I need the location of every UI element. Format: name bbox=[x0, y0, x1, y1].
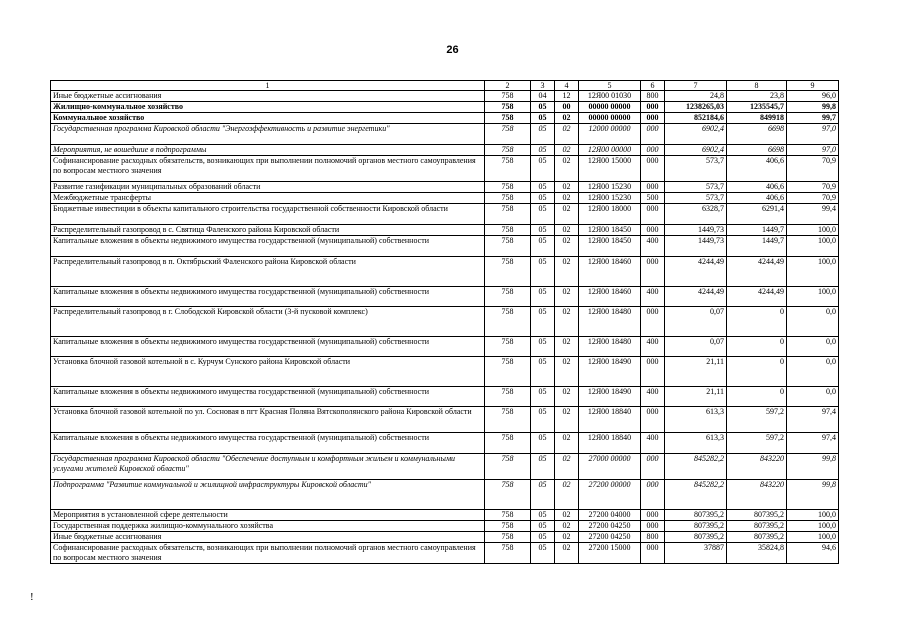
page-number: 26 bbox=[446, 44, 459, 56]
percent-cell: 94,6 bbox=[787, 543, 839, 564]
percent-cell: 100,0 bbox=[787, 257, 839, 287]
planned-amount-cell: 21,11 bbox=[665, 387, 727, 407]
admin-code-cell: 758 bbox=[485, 225, 531, 236]
percent-cell: 0,0 bbox=[787, 357, 839, 387]
percent-cell: 97,4 bbox=[787, 433, 839, 454]
table-row bbox=[51, 113, 839, 124]
expense-type-cell: 000 bbox=[641, 204, 665, 225]
planned-amount-cell: 807395,2 bbox=[665, 521, 727, 532]
subsection-cell: 02 bbox=[555, 236, 579, 257]
planned-amount-cell: 1238265,03 bbox=[665, 102, 727, 113]
subsection-cell: 02 bbox=[555, 257, 579, 287]
column-header: 4 bbox=[555, 81, 579, 91]
admin-code-cell: 758 bbox=[485, 510, 531, 521]
row-name-cell: Капитальные вложения в объекты недвижимого имущества государственной (муниципальной) собственности bbox=[51, 236, 485, 257]
planned-amount-cell: 24,8 bbox=[665, 91, 727, 102]
row-name-cell: Иные бюджетные ассигнования bbox=[51, 532, 485, 543]
section-cell: 05 bbox=[531, 407, 555, 433]
table-row bbox=[51, 225, 839, 236]
admin-code-cell: 758 bbox=[485, 257, 531, 287]
actual-amount-cell: 0 bbox=[727, 357, 787, 387]
target-article-cell: 00000 00000 bbox=[579, 113, 641, 124]
table-row bbox=[51, 145, 839, 156]
actual-amount-cell: 597,2 bbox=[727, 407, 787, 433]
planned-amount-cell: 4244,49 bbox=[665, 287, 727, 307]
section-cell: 05 bbox=[531, 357, 555, 387]
section-cell: 05 bbox=[531, 543, 555, 564]
table-row bbox=[51, 287, 839, 307]
section-cell: 05 bbox=[531, 521, 555, 532]
percent-cell: 100,0 bbox=[787, 236, 839, 257]
planned-amount-cell: 845282,2 bbox=[665, 454, 727, 480]
subsection-cell: 02 bbox=[555, 357, 579, 387]
percent-cell: 100,0 bbox=[787, 287, 839, 307]
planned-amount-cell: 807395,2 bbox=[665, 510, 727, 521]
row-name-cell: Установка блочной газовой котельной в с. Курчум Сунского района Кировской области bbox=[51, 357, 485, 387]
actual-amount-cell: 4244,49 bbox=[727, 257, 787, 287]
expense-type-cell: 000 bbox=[641, 225, 665, 236]
section-cell: 05 bbox=[531, 454, 555, 480]
expense-type-cell: 000 bbox=[641, 124, 665, 145]
subsection-cell: 02 bbox=[555, 480, 579, 510]
target-article-cell: 12Я00 18840 bbox=[579, 433, 641, 454]
section-cell: 05 bbox=[531, 145, 555, 156]
section-cell: 05 bbox=[531, 156, 555, 182]
planned-amount-cell: 0,07 bbox=[665, 337, 727, 357]
table-row bbox=[51, 433, 839, 454]
section-cell: 05 bbox=[531, 532, 555, 543]
column-header: 7 bbox=[665, 81, 727, 91]
admin-code-cell: 758 bbox=[485, 102, 531, 113]
actual-amount-cell: 23,8 bbox=[727, 91, 787, 102]
subsection-cell: 02 bbox=[555, 156, 579, 182]
row-name-cell: Капитальные вложения в объекты недвижимого имущества государственной (муниципальной) собственности bbox=[51, 387, 485, 407]
target-article-cell: 27000 00000 bbox=[579, 454, 641, 480]
planned-amount-cell: 6902,4 bbox=[665, 124, 727, 145]
section-cell: 05 bbox=[531, 204, 555, 225]
section-cell: 05 bbox=[531, 287, 555, 307]
subsection-cell: 02 bbox=[555, 145, 579, 156]
planned-amount-cell: 1449,73 bbox=[665, 236, 727, 257]
admin-code-cell: 758 bbox=[485, 287, 531, 307]
table-row bbox=[51, 387, 839, 407]
row-name-cell: Софинансирование расходных обязательств, возникающих при выполнении полномочий органов местного самоуправления по вопросам местного значения bbox=[51, 156, 485, 182]
table-row bbox=[51, 204, 839, 225]
percent-cell: 100,0 bbox=[787, 510, 839, 521]
admin-code-cell: 758 bbox=[485, 182, 531, 193]
table-row bbox=[51, 257, 839, 287]
table-row bbox=[51, 193, 839, 204]
percent-cell: 97,0 bbox=[787, 145, 839, 156]
subsection-cell: 02 bbox=[555, 113, 579, 124]
target-article-cell: 12Я00 18450 bbox=[579, 236, 641, 257]
planned-amount-cell: 613,3 bbox=[665, 407, 727, 433]
subsection-cell: 00 bbox=[555, 102, 579, 113]
target-article-cell: 27200 04250 bbox=[579, 532, 641, 543]
percent-cell: 0,0 bbox=[787, 387, 839, 407]
row-name-cell: Государственная поддержка жилищно-коммунального хозяйства bbox=[51, 521, 485, 532]
admin-code-cell: 758 bbox=[485, 193, 531, 204]
row-name-cell: Мероприятия в установленной сфере деятельности bbox=[51, 510, 485, 521]
admin-code-cell: 758 bbox=[485, 407, 531, 433]
row-name-cell: Установка блочной газовой котельной по ул. Сосновая в пгт Красная Поляна Вятскополянского района Кировской области bbox=[51, 407, 485, 433]
section-cell: 04 bbox=[531, 91, 555, 102]
target-article-cell: 27200 04250 bbox=[579, 521, 641, 532]
section-cell: 05 bbox=[531, 102, 555, 113]
row-name-cell: Капитальные вложения в объекты недвижимого имущества государственной (муниципальной) собственности bbox=[51, 433, 485, 454]
expense-type-cell: 000 bbox=[641, 543, 665, 564]
expense-type-cell: 000 bbox=[641, 510, 665, 521]
admin-code-cell: 758 bbox=[485, 521, 531, 532]
subsection-cell: 02 bbox=[555, 521, 579, 532]
table-row bbox=[51, 182, 839, 193]
planned-amount-cell: 21,11 bbox=[665, 357, 727, 387]
actual-amount-cell: 807395,2 bbox=[727, 521, 787, 532]
target-article-cell: 12Я00 18480 bbox=[579, 337, 641, 357]
expense-type-cell: 000 bbox=[641, 156, 665, 182]
planned-amount-cell: 0,07 bbox=[665, 307, 727, 337]
section-cell: 05 bbox=[531, 480, 555, 510]
subsection-cell: 02 bbox=[555, 225, 579, 236]
actual-amount-cell: 843220 bbox=[727, 480, 787, 510]
admin-code-cell: 758 bbox=[485, 91, 531, 102]
actual-amount-cell: 807395,2 bbox=[727, 510, 787, 521]
row-name-cell: Бюджетные инвестиции в объекты капитального строительства государственной собственности Кировской области bbox=[51, 204, 485, 225]
section-cell: 05 bbox=[531, 225, 555, 236]
actual-amount-cell: 6698 bbox=[727, 124, 787, 145]
admin-code-cell: 758 bbox=[485, 307, 531, 337]
section-cell: 05 bbox=[531, 433, 555, 454]
expense-type-cell: 000 bbox=[641, 102, 665, 113]
actual-amount-cell: 6291,4 bbox=[727, 204, 787, 225]
expense-type-cell: 400 bbox=[641, 387, 665, 407]
admin-code-cell: 758 bbox=[485, 113, 531, 124]
expense-type-cell: 400 bbox=[641, 287, 665, 307]
subsection-cell: 02 bbox=[555, 510, 579, 521]
table-row bbox=[51, 102, 839, 113]
table-row bbox=[51, 521, 839, 532]
row-name-cell: Капитальные вложения в объекты недвижимого имущества государственной (муниципальной) собственности bbox=[51, 287, 485, 307]
budget-table bbox=[50, 80, 839, 564]
subsection-cell: 02 bbox=[555, 287, 579, 307]
target-article-cell: 12Я00 18460 bbox=[579, 257, 641, 287]
row-name-cell: Капитальные вложения в объекты недвижимого имущества государственной (муниципальной) собственности bbox=[51, 337, 485, 357]
table-row bbox=[51, 91, 839, 102]
actual-amount-cell: 807395,2 bbox=[727, 532, 787, 543]
row-name-cell: Распределительный газопровод в г. Слободской Кировской области (3-й пусковой комплекс) bbox=[51, 307, 485, 337]
expense-type-cell: 000 bbox=[641, 182, 665, 193]
admin-code-cell: 758 bbox=[485, 156, 531, 182]
expense-type-cell: 400 bbox=[641, 236, 665, 257]
target-article-cell: 12Я00 15230 bbox=[579, 193, 641, 204]
subsection-cell: 02 bbox=[555, 182, 579, 193]
column-header: 5 bbox=[579, 81, 641, 91]
table-row bbox=[51, 543, 839, 564]
admin-code-cell: 758 bbox=[485, 204, 531, 225]
admin-code-cell: 758 bbox=[485, 433, 531, 454]
subsection-cell: 02 bbox=[555, 407, 579, 433]
planned-amount-cell: 4244,49 bbox=[665, 257, 727, 287]
target-article-cell: 27200 00000 bbox=[579, 480, 641, 510]
target-article-cell: 12Я00 00000 bbox=[579, 145, 641, 156]
table-row bbox=[51, 510, 839, 521]
table-row bbox=[51, 454, 839, 480]
budget-table-body bbox=[51, 81, 839, 564]
percent-cell: 70,9 bbox=[787, 182, 839, 193]
percent-cell: 100,0 bbox=[787, 532, 839, 543]
actual-amount-cell: 0 bbox=[727, 387, 787, 407]
table-row bbox=[51, 124, 839, 145]
actual-amount-cell: 0 bbox=[727, 337, 787, 357]
target-article-cell: 12Я00 18000 bbox=[579, 204, 641, 225]
table-row bbox=[51, 236, 839, 257]
planned-amount-cell: 573,7 bbox=[665, 193, 727, 204]
actual-amount-cell: 406,6 bbox=[727, 156, 787, 182]
percent-cell: 99,8 bbox=[787, 480, 839, 510]
column-header: 2 bbox=[485, 81, 531, 91]
planned-amount-cell: 37887 bbox=[665, 543, 727, 564]
table-row bbox=[51, 407, 839, 433]
target-article-cell: 12Я00 01030 bbox=[579, 91, 641, 102]
percent-cell: 100,0 bbox=[787, 521, 839, 532]
percent-cell: 99,8 bbox=[787, 102, 839, 113]
row-name-cell: Софинансирование расходных обязательств, возникающих при выполнении полномочий органов местного самоуправления по вопросам местного значения bbox=[51, 543, 485, 564]
admin-code-cell: 758 bbox=[485, 145, 531, 156]
table-row bbox=[51, 337, 839, 357]
percent-cell: 99,8 bbox=[787, 454, 839, 480]
admin-code-cell: 758 bbox=[485, 532, 531, 543]
actual-amount-cell: 406,6 bbox=[727, 182, 787, 193]
planned-amount-cell: 807395,2 bbox=[665, 532, 727, 543]
section-cell: 05 bbox=[531, 257, 555, 287]
section-cell: 05 bbox=[531, 113, 555, 124]
target-article-cell: 12Я00 15230 bbox=[579, 182, 641, 193]
row-name-cell: Подпрограмма "Развитие коммунальной и жилищной инфраструктуры Кировской области" bbox=[51, 480, 485, 510]
table-row bbox=[51, 480, 839, 510]
percent-cell: 97,4 bbox=[787, 407, 839, 433]
admin-code-cell: 758 bbox=[485, 337, 531, 357]
target-article-cell: 12Я00 18490 bbox=[579, 387, 641, 407]
actual-amount-cell: 597,2 bbox=[727, 433, 787, 454]
row-name-cell: Межбюджетные трансферты bbox=[51, 193, 485, 204]
actual-amount-cell: 35824,8 bbox=[727, 543, 787, 564]
subsection-cell: 02 bbox=[555, 204, 579, 225]
expense-type-cell: 400 bbox=[641, 433, 665, 454]
planned-amount-cell: 6902,4 bbox=[665, 145, 727, 156]
percent-cell: 0,0 bbox=[787, 307, 839, 337]
admin-code-cell: 758 bbox=[485, 124, 531, 145]
expense-type-cell: 000 bbox=[641, 407, 665, 433]
expense-type-cell: 000 bbox=[641, 521, 665, 532]
row-name-cell: Развитие газификации муниципальных образований области bbox=[51, 182, 485, 193]
section-cell: 05 bbox=[531, 307, 555, 337]
expense-type-cell: 000 bbox=[641, 113, 665, 124]
column-header: 6 bbox=[641, 81, 665, 91]
planned-amount-cell: 852184,6 bbox=[665, 113, 727, 124]
admin-code-cell: 758 bbox=[485, 387, 531, 407]
target-article-cell: 12Я00 18450 bbox=[579, 225, 641, 236]
subsection-cell: 02 bbox=[555, 337, 579, 357]
percent-cell: 96,0 bbox=[787, 91, 839, 102]
table-row bbox=[51, 357, 839, 387]
target-article-cell: 12Я00 18840 bbox=[579, 407, 641, 433]
expense-type-cell: 000 bbox=[641, 307, 665, 337]
table-row bbox=[51, 156, 839, 182]
target-article-cell: 12Я00 18490 bbox=[579, 357, 641, 387]
expense-type-cell: 000 bbox=[641, 145, 665, 156]
planned-amount-cell: 845282,2 bbox=[665, 480, 727, 510]
expense-type-cell: 000 bbox=[641, 357, 665, 387]
section-cell: 05 bbox=[531, 124, 555, 145]
column-header: 8 bbox=[727, 81, 787, 91]
column-header: 9 bbox=[787, 81, 839, 91]
actual-amount-cell: 843220 bbox=[727, 454, 787, 480]
row-name-cell: Коммунальное хозяйство bbox=[51, 113, 485, 124]
percent-cell: 99,4 bbox=[787, 204, 839, 225]
row-name-cell: Мероприятия, не вошедшие в подпрограммы bbox=[51, 145, 485, 156]
table-row bbox=[51, 532, 839, 543]
actual-amount-cell: 1235545,7 bbox=[727, 102, 787, 113]
planned-amount-cell: 1449,73 bbox=[665, 225, 727, 236]
planned-amount-cell: 573,7 bbox=[665, 156, 727, 182]
subsection-cell: 12 bbox=[555, 91, 579, 102]
target-article-cell: 12000 00000 bbox=[579, 124, 641, 145]
admin-code-cell: 758 bbox=[485, 454, 531, 480]
admin-code-cell: 758 bbox=[485, 480, 531, 510]
expense-type-cell: 000 bbox=[641, 257, 665, 287]
subsection-cell: 02 bbox=[555, 433, 579, 454]
actual-amount-cell: 6698 bbox=[727, 145, 787, 156]
column-header: 3 bbox=[531, 81, 555, 91]
subsection-cell: 02 bbox=[555, 307, 579, 337]
percent-cell: 70,9 bbox=[787, 156, 839, 182]
target-article-cell: 12Я00 15000 bbox=[579, 156, 641, 182]
row-name-cell: Распределительный газопровод в п. Октябрьский Фаленского района Кировской области bbox=[51, 257, 485, 287]
admin-code-cell: 758 bbox=[485, 236, 531, 257]
admin-code-cell: 758 bbox=[485, 357, 531, 387]
target-article-cell: 12Я00 18480 bbox=[579, 307, 641, 337]
section-cell: 05 bbox=[531, 236, 555, 257]
row-name-cell: Распределительный газопровод в с. Святица Фаленского района Кировской области bbox=[51, 225, 485, 236]
margin-mark: ! bbox=[30, 591, 34, 603]
row-name-cell: Иные бюджетные ассигнования bbox=[51, 91, 485, 102]
section-cell: 05 bbox=[531, 337, 555, 357]
target-article-cell: 12Я00 18460 bbox=[579, 287, 641, 307]
actual-amount-cell: 849918 bbox=[727, 113, 787, 124]
actual-amount-cell: 1449,7 bbox=[727, 225, 787, 236]
actual-amount-cell: 4244,49 bbox=[727, 287, 787, 307]
percent-cell: 0,0 bbox=[787, 337, 839, 357]
section-cell: 05 bbox=[531, 510, 555, 521]
percent-cell: 97,0 bbox=[787, 124, 839, 145]
expense-type-cell: 000 bbox=[641, 480, 665, 510]
planned-amount-cell: 6328,7 bbox=[665, 204, 727, 225]
subsection-cell: 02 bbox=[555, 532, 579, 543]
subsection-cell: 02 bbox=[555, 124, 579, 145]
table-row bbox=[51, 307, 839, 337]
section-cell: 05 bbox=[531, 387, 555, 407]
target-article-cell: 27200 04000 bbox=[579, 510, 641, 521]
planned-amount-cell: 613,3 bbox=[665, 433, 727, 454]
actual-amount-cell: 1449,7 bbox=[727, 236, 787, 257]
admin-code-cell: 758 bbox=[485, 543, 531, 564]
expense-type-cell: 800 bbox=[641, 91, 665, 102]
section-cell: 05 bbox=[531, 193, 555, 204]
percent-cell: 99,7 bbox=[787, 113, 839, 124]
planned-amount-cell: 573,7 bbox=[665, 182, 727, 193]
target-article-cell: 27200 15000 bbox=[579, 543, 641, 564]
actual-amount-cell: 0 bbox=[727, 307, 787, 337]
table-header-row bbox=[51, 81, 839, 91]
actual-amount-cell: 406,6 bbox=[727, 193, 787, 204]
expense-type-cell: 500 bbox=[641, 193, 665, 204]
target-article-cell: 00000 00000 bbox=[579, 102, 641, 113]
row-name-cell: Государственная программа Кировской области "Обеспечение доступным и комфортным жильем и коммунальными услугами жителей Кировской области" bbox=[51, 454, 485, 480]
expense-type-cell: 000 bbox=[641, 454, 665, 480]
expense-type-cell: 800 bbox=[641, 532, 665, 543]
subsection-cell: 02 bbox=[555, 193, 579, 204]
subsection-cell: 02 bbox=[555, 387, 579, 407]
row-name-cell: Жилищно-коммунальное хозяйство bbox=[51, 102, 485, 113]
expense-type-cell: 400 bbox=[641, 337, 665, 357]
row-name-cell: Государственная программа Кировской области "Энергоэффективность и развитие энергетики" bbox=[51, 124, 485, 145]
section-cell: 05 bbox=[531, 182, 555, 193]
percent-cell: 70,9 bbox=[787, 193, 839, 204]
subsection-cell: 02 bbox=[555, 543, 579, 564]
percent-cell: 100,0 bbox=[787, 225, 839, 236]
column-header: 1 bbox=[51, 81, 485, 91]
subsection-cell: 02 bbox=[555, 454, 579, 480]
